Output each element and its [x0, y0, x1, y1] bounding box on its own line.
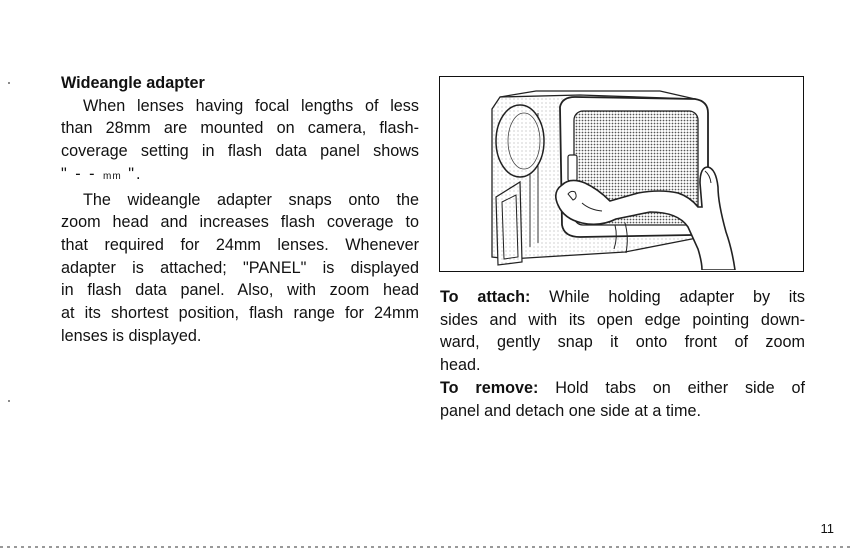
attach-label: To attach: [440, 288, 531, 306]
left-column [61, 72, 419, 347]
para2-line: at its shortest position, flash range for 24mm [61, 304, 419, 323]
panel-symbol [61, 163, 419, 189]
attach-line: ward, gently snap it onto front of zoom [440, 333, 805, 352]
para2-line: that required for 24mm lenses. Whenever [61, 235, 419, 254]
remove-line [440, 377, 805, 400]
remove-label: To remove: [440, 378, 539, 397]
panel-symbol-prefix: " - - [61, 164, 97, 183]
section-heading: Wideangle adapter [61, 74, 205, 92]
para2-line: lenses is displayed. [61, 326, 202, 345]
right-column [440, 286, 805, 422]
scan-speck [8, 400, 10, 402]
para1-line: than 28mm are mounted on camera, flash- [61, 119, 419, 138]
attach-line [440, 286, 805, 309]
para2-line: The wideangle adapter snaps onto the [83, 190, 419, 209]
adapter-illustration [439, 76, 804, 272]
remove-line: panel and detach one side at a time. [440, 401, 701, 420]
para1-line: When lenses having focal lengths of less [83, 96, 419, 115]
panel-symbol-suffix: ". [128, 164, 143, 183]
attach-line: head. [440, 356, 481, 375]
remove-text: Hold tabs on either side of [555, 378, 805, 397]
adapter-drawing [440, 77, 802, 270]
para1-line: coverage setting in flash data panel shows [61, 142, 419, 161]
bottom-scan-edge [0, 546, 852, 548]
para2-line: adapter is attached; "PANEL" is displayed [61, 258, 419, 277]
attach-text: While holding adapter by its [549, 288, 805, 306]
panel-symbol-mm: mm [103, 170, 122, 182]
para2-line: in flash data panel. Also, with zoom head [61, 281, 419, 300]
para2-line: zoom head and increases flash coverage to [61, 213, 419, 232]
attach-line: sides and with its open edge pointing down- [440, 310, 805, 329]
scan-speck [8, 82, 10, 84]
page-number: 11 [820, 521, 834, 536]
